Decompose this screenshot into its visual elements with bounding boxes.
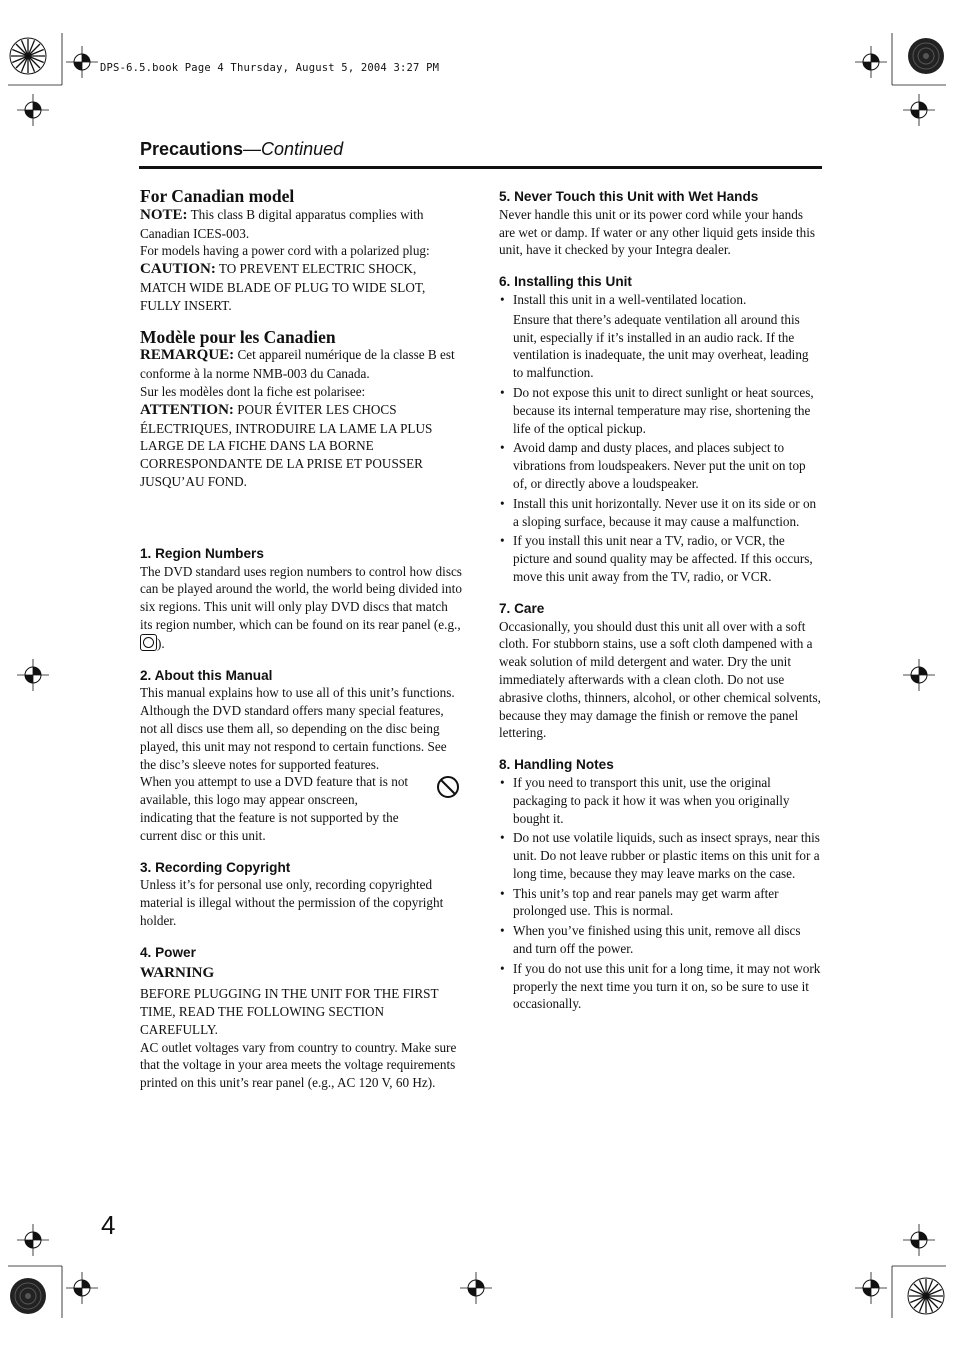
recording-copyright-text: Unless it’s for personal use only, recording copyrighted material is illegal without the permission of the copyright holder.: [140, 877, 444, 928]
care-heading: 7. Care: [499, 600, 545, 616]
left-column: [140, 188, 462, 1106]
note-text: This class B digital apparatus complies with Canadian ICES-003.: [140, 206, 424, 241]
handling-notes-list: [499, 774, 821, 1013]
region-icon: [140, 634, 157, 651]
list-item: • If you do not use this unit for a long time, it may not work properly the next time you turn it on, so be sure to use it occasionally.: [499, 960, 821, 1013]
install-bullet-1: Install this unit in a well-ventilated location.: [513, 291, 747, 307]
wet-hands-section: [499, 188, 821, 259]
caution-label: CAUTION:: [140, 261, 216, 278]
list-item: [499, 291, 821, 382]
list-item: • Avoid damp and dusty places, and places subject to vibrations from loudspeakers. Never put the unit on top of, or directly above a loudspeaker.: [499, 439, 821, 492]
warning-text: BEFORE PLUGGING IN THE UNIT FOR THE FIRST TIME, READ THE FOLLOWING SECTION CAREFULLY.: [140, 986, 439, 1037]
page-number: 4: [101, 1210, 116, 1240]
list-item: • If you need to transport this unit, use the original packaging to pack it how it was when you originally bought it.: [499, 774, 821, 827]
attention-text: POUR ÉVITER LES CHOCS ÉLECTRIQUES, INTRODUIRE LA LAME LA PLUS LARGE DE LA FICHE DANS LA BORNE CORRESPONDANTE DE LA PRISE ET POUSSER JUSQU’AU FOND.: [140, 401, 433, 489]
power-heading: 4. Power: [140, 944, 196, 960]
list-item: • If you install this unit near a TV, radio, or VCR, the picture and sound quality may be affected. If this occurs, move this unit away from the TV, radio, or VCR.: [499, 532, 821, 585]
caution-paragraph: [140, 260, 462, 314]
remarque-paragraph: [140, 346, 462, 383]
installing-heading: 6. Installing this Unit: [499, 274, 632, 290]
about-manual-heading: 2. About this Manual: [140, 667, 273, 683]
logo-note: [140, 773, 462, 844]
region-text-end: ).: [157, 635, 165, 651]
note-paragraph: [140, 206, 462, 243]
list-item: • Do not expose this unit to direct sunlight or heat sources, because its internal temperature may rise, shortening the life of the optical pickup.: [499, 384, 821, 437]
title-main: Precautions: [140, 139, 244, 159]
list-item: • When you’ve finished using this unit, remove all discs and turn off the power.: [499, 922, 821, 958]
canadien-heading: Modèle pour les Canadien: [140, 326, 336, 347]
right-column: [499, 188, 821, 1027]
warning-label: WARNING: [140, 965, 215, 982]
note-label: NOTE:: [140, 206, 188, 223]
region-text-body: The DVD standard uses region numbers to control how discs can be played around the world, the world being divided into six regions. This unit will only play DVD discs that match its region number, which can be found on its rear panel (e.g.,: [140, 563, 462, 632]
about-manual-section: [140, 667, 462, 845]
page-title: [140, 139, 343, 160]
logo-note-text: When you attempt to use a DVD feature that is not available, this logo may appear onscreen, indicating that the feature is not supported by the current disc or this unit.: [140, 774, 409, 843]
about-manual-text: This manual explains how to use all of this unit’s functions. Although the DVD standard offers many special features, not all discs use them all, so depending on the disc being played, this unit may not respond to certain functions. See the disc’s sleeve notes for supported features.: [140, 685, 455, 772]
attention-label: ATTENTION:: [140, 401, 234, 418]
caution-text: TO PREVENT ELECTRIC SHOCK, MATCH WIDE BLADE OF PLUG TO WIDE SLOT, FULLY INSERT.: [140, 261, 426, 313]
wet-hands-heading: 5. Never Touch this Unit with Wet Hands: [499, 189, 759, 204]
care-section: [499, 600, 821, 742]
handling-notes-section: [499, 756, 821, 1013]
list-item: • Install this unit horizontally. Never use it on its side or on a sloping surface, because it may cause a malfunction.: [499, 495, 821, 531]
handling-notes-heading: 8. Handling Notes: [499, 757, 614, 773]
prohibited-icon: [436, 775, 460, 799]
power-text: AC outlet voltages vary from country to country. Make sure that the voltage in your area meets the voltage requirements printed on this unit’s rear panel (e.g., AC 120 V, 60 Hz).: [140, 1039, 457, 1091]
list-item: • This unit’s top and rear panels may get warm after prolonged use. This is normal.: [499, 885, 821, 921]
remarque-label: REMARQUE:: [140, 347, 235, 364]
attention-paragraph: [140, 401, 462, 491]
remarque-text: Cet appareil numérique de la classe B est conforme à la norme NMB-003 du Canada.: [140, 347, 455, 382]
list-item: • Do not use volatile liquids, such as insect sprays, near this unit. Do not leave rubber or plastic items on this unit for a long time, because they may leave marks on the case.: [499, 829, 821, 882]
install-bullet-1-cont: Ensure that there’s adequate ventilation all around this unit, especially if it’s installed in an audio rack. If the ventilation is inadequate, the unit may overheat, leading to malfunction.: [513, 311, 809, 381]
wet-hands-text: Never handle this unit or its power cord while your hands are wet or damp. If water or any other liquid gets inside this unit, have it checked by your Integra dealer.: [499, 206, 816, 258]
region-numbers-text: [140, 563, 462, 653]
book-info: DPS-6.5.book Page 4 Thursday, August 5, 2004 3:27 PM: [100, 62, 440, 74]
power-section: [140, 944, 462, 1092]
canadien-section: [140, 326, 462, 491]
polarized-text: For models having a power cord with a polarized plug:: [140, 243, 430, 259]
recording-copyright-section: [140, 859, 462, 930]
installing-section: [499, 273, 821, 586]
title-continued: —Continued: [243, 139, 344, 159]
header-rule: [139, 166, 822, 169]
canadian-model-heading: For Canadian model: [140, 186, 295, 206]
installing-list: [499, 291, 821, 586]
region-numbers-heading: 1. Region Numbers: [140, 545, 264, 561]
canadian-model-section: [140, 188, 462, 315]
region-numbers-section: [140, 545, 462, 653]
fiche-text: Sur les modèles dont la fiche est polarisee:: [140, 383, 366, 399]
care-text: Occasionally, you should dust this unit all over with a soft cloth. For stubborn stains, use a soft cloth dampened with a weak solution of mild detergent and water. Dry the unit immediately afterwards with a clean cloth. Do not use abrasive cloths, thinners, alcohol, or other chemical solvents, because they may damage the finish or remove the panel lettering.: [499, 618, 821, 741]
recording-copyright-heading: 3. Recording Copyright: [140, 859, 291, 875]
